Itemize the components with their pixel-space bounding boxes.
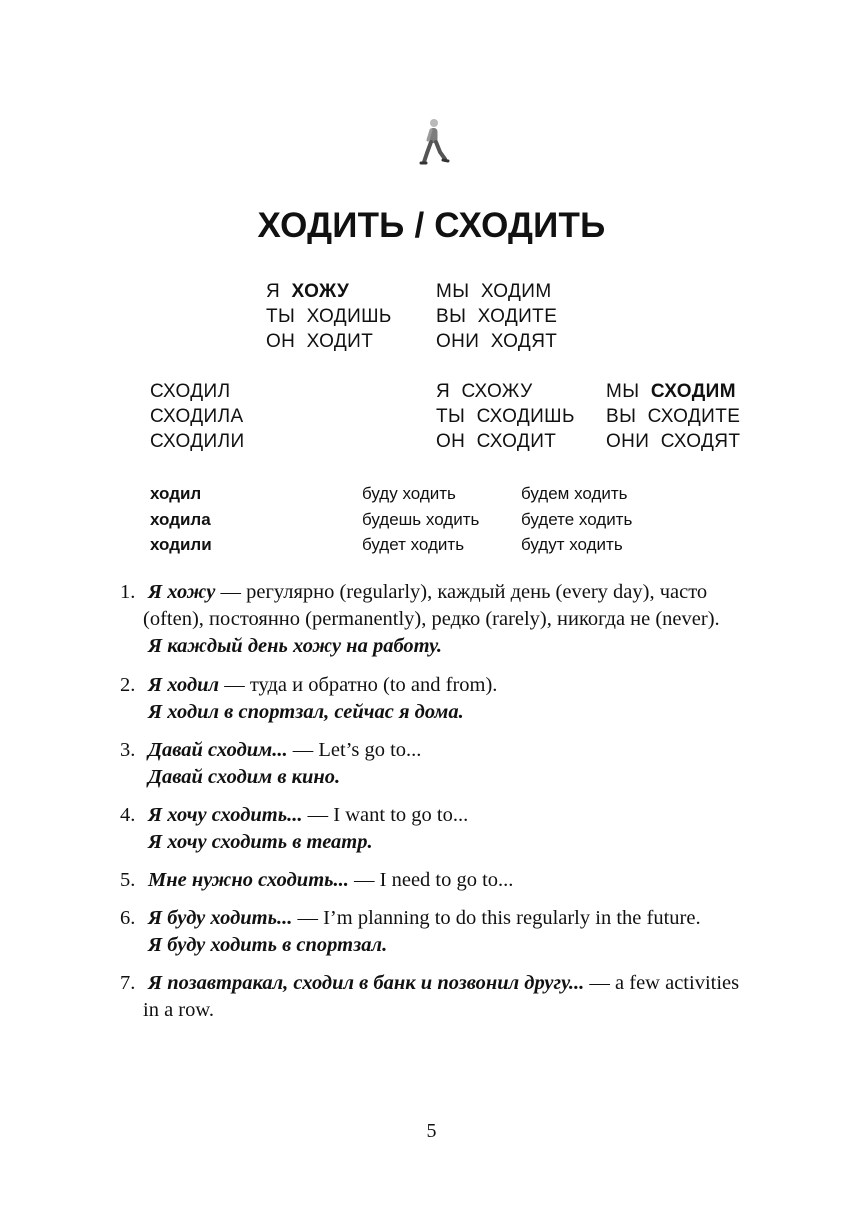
pronoun: Я xyxy=(436,381,451,402)
verb-form: ХОДЯТ xyxy=(490,331,558,352)
conj-row xyxy=(436,404,575,429)
pronoun: ТЫ xyxy=(436,406,466,427)
future-form: будем ходить xyxy=(521,484,628,503)
verb-form: ХОДИМ xyxy=(480,281,552,302)
rule-example: Я хочу сходить в театр. xyxy=(148,831,373,853)
verb-form: ХОДИТЕ xyxy=(477,306,558,327)
pronoun: ВЫ xyxy=(436,306,467,327)
rule-line xyxy=(148,905,785,932)
rule-text: — регулярно (regularly), каждый день (every day), часто xyxy=(215,581,708,603)
conj-row xyxy=(436,279,557,304)
imperfective-past-list xyxy=(150,481,212,558)
usage-rules-list xyxy=(120,579,785,1024)
past-form: СХОДИЛА xyxy=(150,406,244,427)
rule-keyword: Я хожу xyxy=(148,581,216,603)
item-number: 2. xyxy=(120,674,136,696)
pronoun: ОНИ xyxy=(436,331,480,352)
rule-example: Я ходил в спортзал, сейчас я дома. xyxy=(148,701,464,723)
past-form: СХОДИЛ xyxy=(150,381,231,402)
rule-keyword: Я хочу сходить... xyxy=(148,804,303,826)
rule-keyword: Мне нужно сходить... xyxy=(148,869,349,891)
list-item xyxy=(120,905,785,959)
conj-row xyxy=(436,304,557,329)
conj-row xyxy=(436,379,575,404)
verb-form: СХОДЯТ xyxy=(660,431,741,452)
past-form: ходила xyxy=(150,509,211,529)
future-form: будешь ходить xyxy=(362,509,480,529)
pronoun: МЫ xyxy=(436,281,470,302)
past-form: ходили xyxy=(150,535,212,554)
rule-line xyxy=(148,672,785,699)
pronoun: ОНИ xyxy=(606,431,650,452)
perfective-future-plural-list xyxy=(606,379,740,454)
rule-line xyxy=(148,737,785,764)
pronoun: МЫ xyxy=(606,381,640,402)
list-item xyxy=(120,970,785,1024)
list-item xyxy=(120,579,785,660)
list-item xyxy=(120,672,785,726)
list-item xyxy=(120,737,785,791)
list-item xyxy=(120,867,785,894)
item-number: 5. xyxy=(120,869,136,891)
rule-keyword: Давай сходим... xyxy=(148,739,288,761)
past-form: ходил xyxy=(150,484,202,503)
pronoun: ОН xyxy=(436,431,466,452)
imperfective-future-plural-list xyxy=(521,481,632,558)
rule-text: — туда и обратно (to and from). xyxy=(219,674,498,696)
verb-form: СХОДИМ xyxy=(650,381,736,402)
conj-row xyxy=(266,279,392,304)
conj-row xyxy=(266,304,392,329)
future-form: будут ходить xyxy=(521,535,623,554)
rule-keyword: Я позавтракал, сходил в банк и позвонил другу... xyxy=(148,972,585,994)
rule-text: — I need to go to... xyxy=(348,869,514,891)
page-title: ХОДИТЬ / СХОДИТЬ xyxy=(257,206,606,245)
rule-keyword: Я буду ходить... xyxy=(148,907,293,929)
conj-row xyxy=(606,429,740,454)
verb-form: ХОЖУ xyxy=(291,281,350,302)
rule-example: Я каждый день хожу на работу. xyxy=(148,635,443,657)
conj-row xyxy=(606,404,740,429)
rule-line xyxy=(148,579,785,606)
future-form: будет ходить xyxy=(362,535,465,554)
verb-form: СХОДИТЕ xyxy=(647,406,741,427)
rule-text: — a few activities xyxy=(584,972,740,994)
rule-text: (often), постоянно (permanently), редко (rarely), никогда не (never). xyxy=(143,608,720,630)
item-number: 7. xyxy=(120,972,136,994)
imperfective-future-singular-list xyxy=(362,481,479,558)
conj-row xyxy=(436,429,575,454)
page-number: 5 xyxy=(426,1120,437,1142)
conj-row xyxy=(606,379,740,404)
present-plural-list xyxy=(436,279,557,354)
item-number: 6. xyxy=(120,907,136,929)
rule-line xyxy=(148,867,785,894)
verb-form: СХОДИШЬ xyxy=(476,406,575,427)
pronoun: ВЫ xyxy=(606,406,637,427)
past-form: СХОДИЛИ xyxy=(150,431,245,452)
rule-text: — I want to go to... xyxy=(302,804,469,826)
present-singular-list xyxy=(266,279,392,354)
rule-example: Я буду ходить в спортзал. xyxy=(148,934,388,956)
future-form: будете ходить xyxy=(521,509,633,529)
rule-text: — Let’s go to... xyxy=(287,739,422,761)
pronoun: ОН xyxy=(266,331,296,352)
rule-text: in a row. xyxy=(143,999,214,1021)
rule-text: — I’m planning to do this regularly in the future. xyxy=(292,907,701,929)
perfective-past-list xyxy=(150,379,245,454)
pronoun: Я xyxy=(266,281,281,302)
conj-row xyxy=(436,329,557,354)
verb-form: ХОДИТ xyxy=(306,331,374,352)
rule-line xyxy=(148,970,785,997)
list-item xyxy=(120,802,785,856)
item-number: 4. xyxy=(120,804,136,826)
future-form: буду ходить xyxy=(362,484,456,503)
rule-example: Давай сходим в кино. xyxy=(148,766,341,788)
item-number: 1. xyxy=(120,581,136,603)
verb-form: СХОДИТ xyxy=(476,431,557,452)
pronoun: ТЫ xyxy=(266,306,296,327)
verb-form: ХОДИШЬ xyxy=(306,306,392,327)
verb-form: СХОЖУ xyxy=(461,381,533,402)
perfective-future-singular-list xyxy=(436,379,575,454)
conj-row xyxy=(266,329,392,354)
walking-person-icon xyxy=(418,118,450,166)
rule-keyword: Я ходил xyxy=(148,674,220,696)
item-number: 3. xyxy=(120,739,136,761)
rule-line xyxy=(148,802,785,829)
